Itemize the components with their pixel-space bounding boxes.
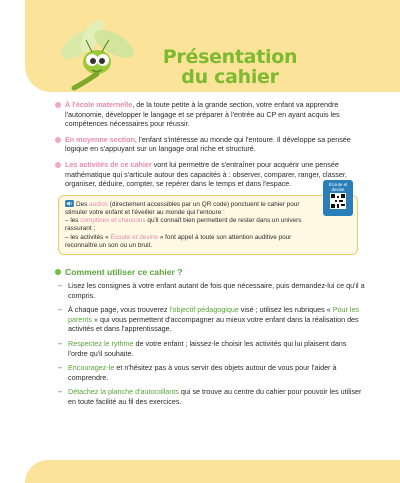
qr-code-icon[interactable] [330,193,346,209]
title-line-1: Présentation [162,46,298,68]
list-item: – Lisez les consignes à votre enfant autant de fois que nécessaire, puis demandez-lui ce qu'il a compris. [58,280,365,300]
speaker-icon [65,200,74,207]
page-title [145,47,315,87]
dash-icon: – [58,338,62,348]
ecoute-et-devine-badge [323,180,353,216]
intro-lead: En moyenne section [65,134,135,144]
intro-text: , de la toute petite à la grande section, votre enfant va apprendre l'autonomie, développer le langage et se préparer à l'entrée au CP en ayant acquis les compétences nécessaires pour réussir. [65,100,340,129]
bullet-icon [55,162,61,168]
audio-info-box [58,181,358,255]
intro-paragraph [58,135,366,154]
intro-lead: À l'école maternelle [65,100,133,109]
list-item: – Respectez le rythme de votre enfant ; laissez-le choisir les activités qui lui plaisent dans l'ordre qu'il souhaite. [58,338,347,358]
audios-keyword: audios [89,200,108,208]
audio-box-item: – les comptines et chansons qu'il connaît bien permettent de rester dans un univers rassurant ; [65,217,302,233]
list-item: – Détachez la planche d'autocollants qui se trouve au centre du cahier pour pouvoir les utiliser en toute facilité au fil des exercices. [58,387,362,406]
pour-les-parents-keyword: Pour les parents [68,305,360,324]
dash-icon: – [58,387,62,397]
dash-icon: – [58,363,62,373]
intro-lead: Les activités de ce cahier [65,159,152,169]
bottom-banner [25,460,400,483]
bullet-icon [55,137,61,143]
title-line-2: du cahier [181,66,279,88]
intro-text: vont lui permettre de s'entraîner pour acquérir une pensée mathématique qui s'articule autour des capacités à : observer, comparer, ranger, classer, organiser, déduire, compter, se repérer dans le temps et dans l'espace. [65,159,347,189]
usage-list [58,281,366,407]
badge-label: Écoute et devine [328,181,348,192]
intro-paragraph [58,160,366,189]
audio-box-item: – les activités « Écoute et devine » font appel à toute son attention auditive pour reconnaître un son ou un bruit. [65,233,292,249]
audio-box-intro: Des audios (directement accessibles par un QR code) ponctuent le cahier pour stimuler votre enfant et l'éveiller au monde qui l'entoure : [65,200,300,216]
dash-icon: – [58,305,62,315]
intro-text: , l'enfant s'intéresse au monde qui l'entoure. Il développe sa pensée logique en s'appuyant sur un langage oral riche et structuré. [65,134,351,154]
intro-paragraph [58,100,366,129]
list-item: – Encouragez-le et n'hésitez pas à vous servir des objets autour de vous pour l'aider à comprendre. [58,363,337,382]
content-area [58,100,366,412]
bullet-icon [55,269,61,275]
dash-icon: – [58,280,62,290]
section-heading: Comment utiliser ce cahier ? [58,267,366,277]
bullet-icon [55,102,61,108]
dragonfly-mascot-illustration [52,14,142,94]
list-item: – À chaque page, vous trouverez l'objectif pédagogique visé ; utilisez les rubriques « Pour les parents » qui vous permettent d'accompagner au mieux votre enfant dans la réalisation des activités et dans l'apprentissage. [58,305,360,334]
